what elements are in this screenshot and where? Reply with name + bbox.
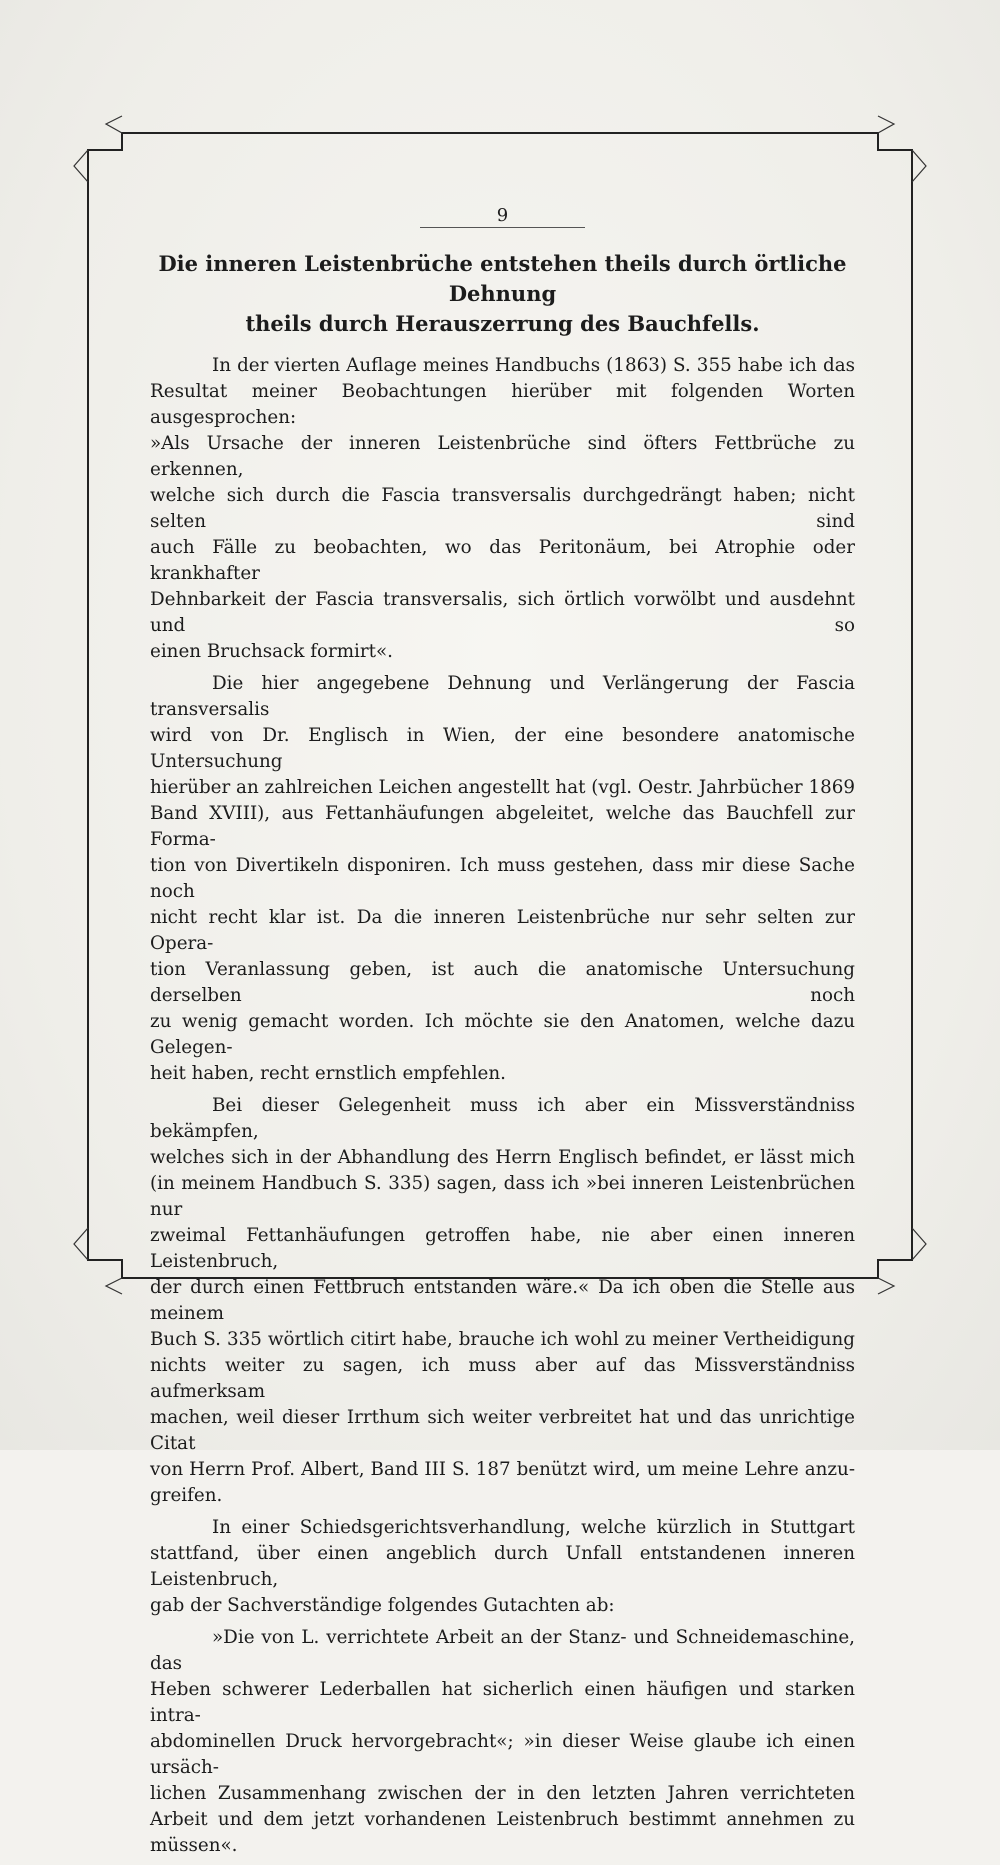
text-line: tion Veranlassung geben, ist auch die anatomische Untersuchung derselben noch [150, 959, 855, 1006]
text-line: tion von Divertikeln disponiren. Ich muss gestehen, dass mir diese Sache noch [150, 855, 855, 902]
page-number: 9 [150, 205, 855, 227]
text-line: Arbeit und dem jetzt vorhandenen Leistenbruch bestimmt annehmen zu müssen«. [150, 1809, 855, 1856]
text-line: Resultat meiner Beobachtungen hierüber mit folgenden Worten ausgesprochen: [150, 381, 855, 428]
text-line: gab der Sachverständige folgendes Gutachten ab: [150, 1595, 615, 1616]
text-line: Die hier angegebene Dehnung und Verlängerung der Fascia transversalis [150, 673, 855, 720]
text-line: Band XVIII), aus Fettanhäufungen abgeleitet, welche das Bauchfell zur Forma- [150, 803, 855, 850]
text-line: greifen. [150, 1485, 223, 1506]
text-line: stattfand, über einen angeblich durch Unfall entstandenen inneren Leistenbruch, [150, 1543, 855, 1590]
section-heading [150, 249, 855, 339]
text-line: auch Fälle zu beobachten, wo das Peritonäum, bei Atrophie oder krankhafter [150, 537, 855, 584]
text-line: abdominellen Druck hervorgebracht«; »in dieser Weise glaube ich einen ursäch- [150, 1731, 855, 1778]
text-line: lichen Zusammenhang zwischen der in den letzten Jahren verrichteten [150, 1783, 855, 1804]
text-line: »Als Ursache der inneren Leistenbrüche sind öfters Fettbrüche zu erkennen, [150, 433, 855, 480]
page-content [150, 205, 855, 1865]
text-line: nichts weiter zu sagen, ich muss aber auf das Missverständniss aufmerksam [150, 1355, 855, 1402]
text-line: von Herrn Prof. Albert, Band III S. 187 benützt wird, um meine Lehre anzu- [150, 1459, 855, 1480]
text-line: Heben schwerer Lederballen hat sicherlich einen häufigen und starken intra- [150, 1679, 855, 1726]
page-number-rule [420, 227, 585, 228]
paragraph-2 [150, 671, 855, 1087]
heading-line-1: Die inneren Leistenbrüche entstehen theils durch örtliche Dehnung [158, 251, 847, 306]
text-line: einen Bruchsack formirt«. [150, 641, 393, 662]
text-line: wird von Dr. Englisch in Wien, der eine besondere anatomische Untersuchung [150, 725, 855, 772]
paragraph-3 [150, 1093, 855, 1509]
text-line: nicht recht klar ist. Da die inneren Leistenbrüche nur sehr selten zur Opera- [150, 907, 855, 954]
text-line: Bei dieser Gelegenheit muss ich aber ein Missverständniss bekämpfen, [150, 1095, 855, 1142]
paragraph-4 [150, 1515, 855, 1619]
text-line: zweimal Fettanhäufungen getroffen habe, nie aber einen inneren Leistenbruch, [150, 1225, 855, 1272]
heading-line-2: theils durch Herauszerrung des Bauchfells. [245, 311, 760, 336]
text-line: »Die von L. verrichtete Arbeit an der Stanz- und Schneidemaschine, das [150, 1627, 855, 1674]
text-line: In der vierten Auflage meines Handbuchs (1863) S. 355 habe ich das [212, 355, 855, 376]
paragraph-5 [150, 1625, 855, 1859]
text-line: Dehnbarkeit der Fascia transversalis, sich örtlich vorwölbt und ausdehnt und so [150, 589, 855, 636]
text-line: zu wenig gemacht worden. Ich möchte sie den Anatomen, welche dazu Gelegen- [150, 1011, 855, 1058]
text-line: hierüber an zahlreichen Leichen angestellt hat (vgl. Oestr. Jahrbücher 1869 [150, 777, 855, 798]
text-line: der durch einen Fettbruch entstanden wäre.« Da ich oben die Stelle aus meinem [150, 1277, 855, 1324]
text-line: Buch S. 335 wörtlich citirt habe, brauche ich wohl zu meiner Vertheidigung [150, 1329, 855, 1350]
text-line: (in meinem Handbuch S. 335) sagen, dass ich »bei inneren Leistenbrüchen nur [150, 1173, 855, 1220]
text-line: welche sich durch die Fascia transversalis durchgedrängt haben; nicht selten sind [150, 485, 855, 532]
text-line: machen, weil dieser Irrthum sich weiter verbreitet hat und das unrichtige Citat [150, 1407, 855, 1454]
text-line: In einer Schiedsgerichtsverhandlung, welche kürzlich in Stuttgart [212, 1517, 855, 1538]
text-line: heit haben, recht ernstlich empfehlen. [150, 1063, 506, 1084]
paragraph-1 [150, 353, 855, 665]
text-line: welches sich in der Abhandlung des Herrn Englisch befindet, er lässt mich [150, 1147, 855, 1168]
